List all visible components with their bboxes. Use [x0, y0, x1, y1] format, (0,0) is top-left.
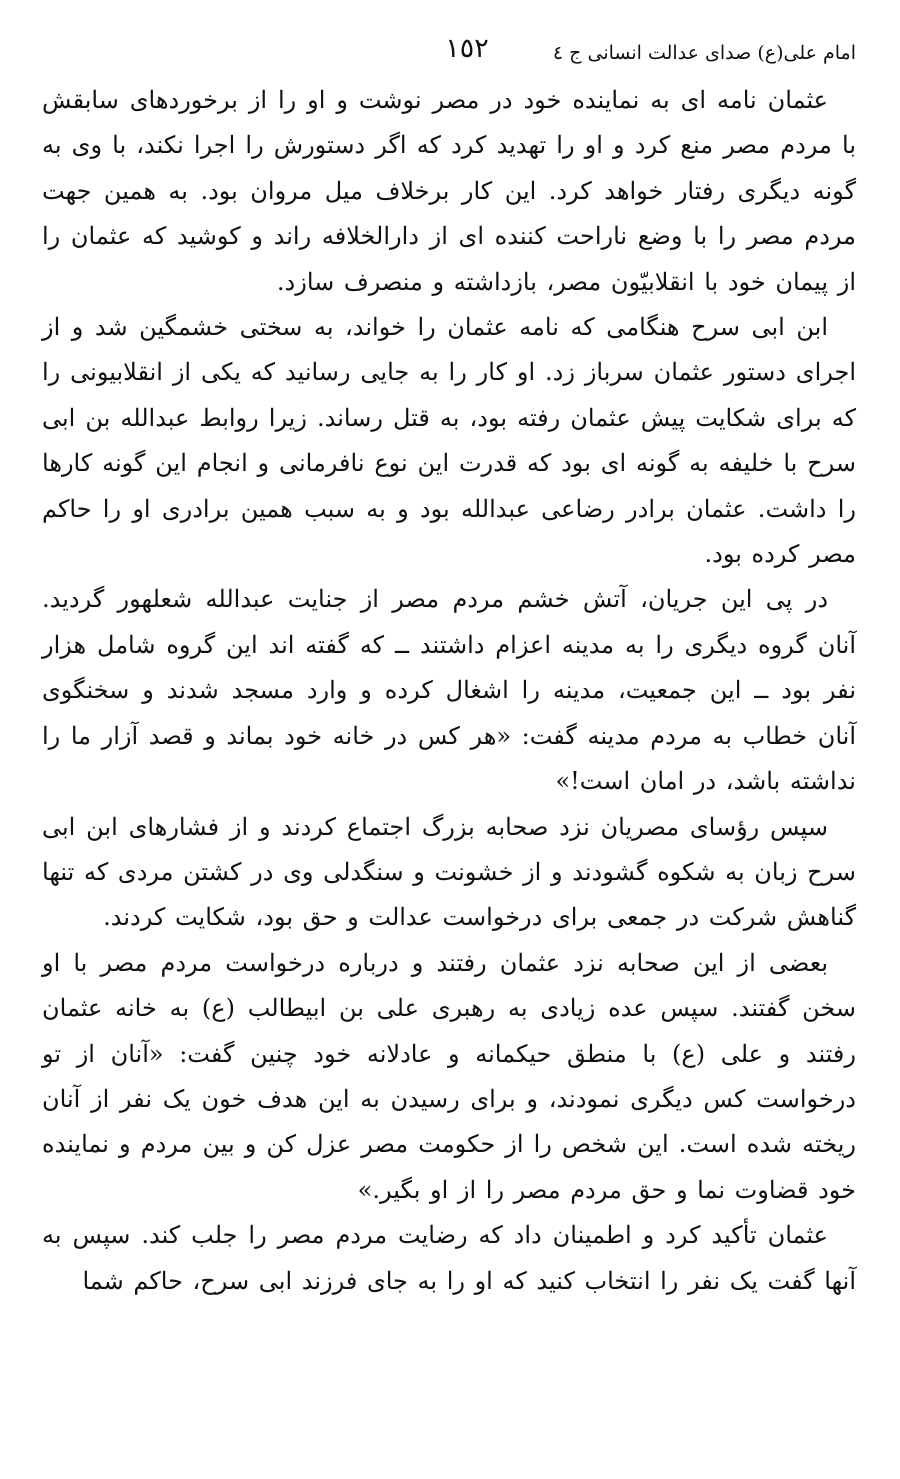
paragraph-3: در پی این جریان، آتش خشم مردم مصر از جنایت عبدالله شعلهور گردید. آنان گروه دیگری را به مدینه اعزام داشتند ــ که گفته اند این گروه شامل هزار نفر بود ــ این جمعیت، مدینه را اشغال کرده و وارد مسجد شدند و سخنگوی آنان خطاب به مردم مدینه گفت: «هر کس در خانه خود بماند و قصد آزار ما را نداشته باشد، در امان است!» — [42, 585, 856, 796]
paragraph-6: عثمان تأکید کرد و اطمینان داد که رضایت مردم مصر را جلب کند. سپس به آنها گفت یک نفر را انتخاب کنید که او را به جای فرزند ابی سرح، حاکم شما — [42, 1221, 856, 1295]
paragraph-2: ابن ابی سرح هنگامی که نامه عثمان را خواند، به سختی خشمگین شد و از اجرای دستور عثمان سرباز زد. او کار را به جایی رسانید که یکی از انقلابیونی را که برای شکایت پیش عثمان رفته بود، به قتل رساند. زیرا روابط عبدالله بن ابی سرح با خلیفه به گونه ای بود که قدرت این نوع نافرمانی و انجام این گونه کارها را داشت. عثمان برادر رضاعی عبدالله بود و به سبب همین برادری او را حاکم مصر کرده بود. — [42, 313, 856, 569]
running-header — [42, 30, 856, 70]
book-title: امام علی(ع) صدای عدالت انسانی ج ٤ — [552, 42, 856, 64]
paragraph-1: عثمان نامه ای به نماینده خود در مصر نوشت و او را از برخوردهای سابقش با مردم مصر منع کرد و او را تهدید کرد که اگر دستورش را اجرا نکند، با وی به گونه دیگری رفتار خواهد کرد. این کار برخلاف میل مروان بود. به همین جهت مردم مصر را با وضع ناراحت کننده ای از دارالخلافه راند و کوشید که عثمان را از پیمان خود با انقلابیّون مصر، بازداشته و منصرف سازد. — [42, 86, 857, 296]
body-text — [42, 78, 856, 1304]
paragraph-5: بعضی از این صحابه نزد عثمان رفتند و درباره درخواست مردم مصر با او سخن گفتند. سپس عده زیادی به رهبری علی بن ابیطالب (ع) به خانه عثمان رفتند و علی (ع) با منطق حیکمانه و عادلانه خود چنین گفت: «آنان از تو درخواست کس دیگری نمودند، و برای رسیدن به این هدف خون یک نفر از آنان ریخته شده است. این شخص را از حکومت مصر عزل کن و بین مردم و نماینده خود قضاوت نما و حق مردم مصر را از او بگیر.» — [42, 948, 856, 1204]
page-number: ١٥٢ — [445, 33, 489, 64]
paragraph-4: سپس رؤسای مصریان نزد صحابه بزرگ اجتماع کردند و از فشارهای ابن ابی سرح زبان به شکوه گشودند و از خشونت و سنگدلی وی در کشتن مردی که تنها گناهش شرکت در جمعی برای درخواست عدالت و حق بود، شکایت کردند. — [42, 812, 856, 932]
